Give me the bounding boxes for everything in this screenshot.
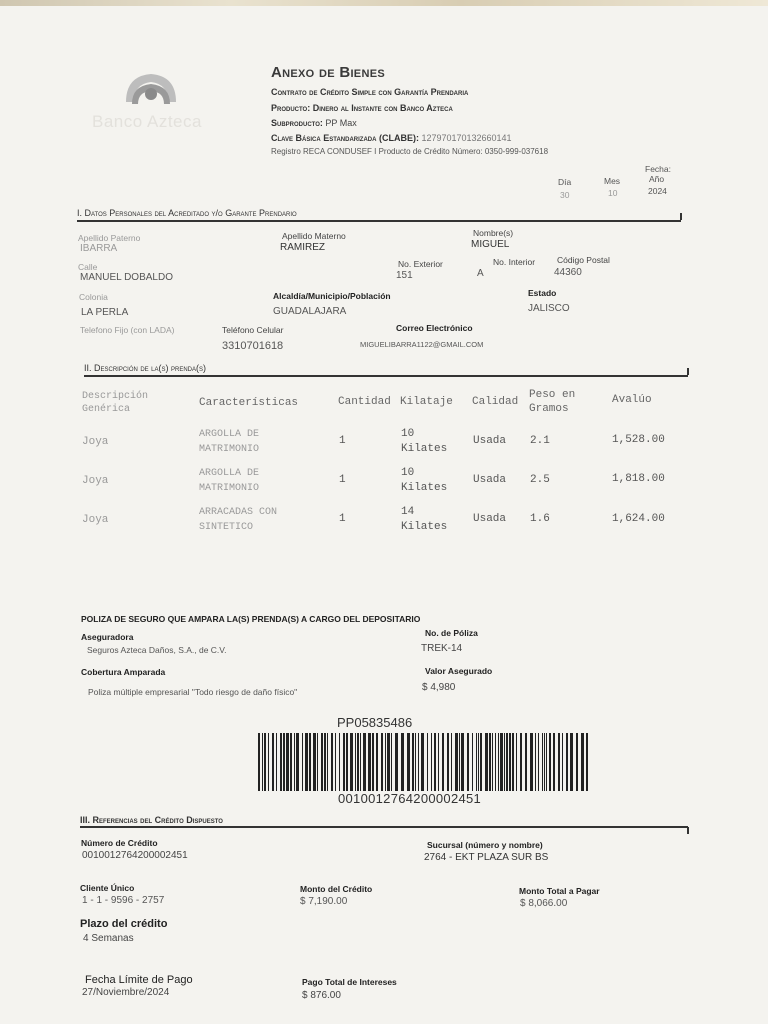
- fecha-limite-label: Fecha Límite de Pago: [85, 974, 193, 986]
- contract-type: Contrato de Crédito Simple con Garantía Prendaria: [271, 87, 469, 97]
- section-personal-rule: [77, 220, 681, 222]
- barcode-bar: [385, 733, 386, 791]
- clabe-label: Clave Básica Estandarizada (CLABE):: [271, 133, 419, 143]
- date-year: 2024: [648, 186, 667, 196]
- row1-caracteristicas-2: MATRIMONIO: [199, 444, 260, 455]
- barcode-bar: [427, 733, 428, 791]
- cobertura-value: Poliza múltiple empresarial "Todo riesgo de daño físico": [88, 687, 298, 697]
- apellido-materno-label: Apellido Materno: [282, 231, 346, 241]
- barcode-bar: [438, 733, 439, 791]
- barcode-bar: [549, 733, 551, 791]
- col-descripcion-header: Descripción Genérica: [82, 391, 149, 415]
- barcode-bar: [431, 733, 432, 791]
- barcode-bar: [395, 733, 398, 791]
- barcode-bar: [363, 733, 366, 791]
- section-referencias-title: III. Referencias del Crédito Dispuesto: [80, 815, 223, 825]
- row2-caracteristicas-2: MATRIMONIO: [199, 483, 260, 494]
- barcode-bar: [434, 733, 436, 791]
- barcode-bar: [412, 733, 414, 791]
- section-prendas-tick: [687, 368, 689, 375]
- row2-peso: 2.5: [530, 474, 550, 486]
- barcode-bar: [476, 733, 477, 791]
- barcode-bar: [335, 733, 336, 791]
- telefono-celular-value: 3310701618: [222, 340, 284, 352]
- barcode-bar: [415, 733, 416, 791]
- barcode-bar: [586, 733, 588, 791]
- correo-value: MIGUELIBARRA1122@GMAIL.COM: [360, 340, 484, 349]
- barcode-bar: [391, 733, 392, 791]
- barcode-bar: [500, 733, 503, 791]
- barcode-bar: [478, 733, 479, 791]
- estado-value: JALISCO: [528, 303, 570, 314]
- codigo-postal-value: 44360: [554, 267, 582, 278]
- numero-credito-value: 0010012764200002451: [82, 850, 188, 861]
- barcode-bar: [268, 733, 269, 791]
- row3-caracteristicas-2: SINTETICO: [199, 522, 254, 533]
- row1-caracteristicas-1: ARGOLLA DE: [199, 429, 260, 440]
- barcode-bar: [321, 733, 323, 791]
- row1-kilataje-2: Kilates: [401, 443, 448, 455]
- municipio-label: Alcaldía/Municipio/Población: [273, 291, 391, 301]
- barcode-bar: [296, 733, 299, 791]
- barcode-bar: [381, 733, 383, 791]
- municipio-value: GUADALAJARA: [273, 306, 347, 317]
- barcode-bar: [525, 733, 527, 791]
- barcode-bar: [262, 733, 263, 791]
- barcode-bar: [538, 733, 539, 791]
- cobertura-label: Cobertura Amparada: [81, 667, 166, 677]
- plazo-value: 4 Semanas: [83, 933, 134, 944]
- apellido-paterno-label: Apellido Paterno: [78, 233, 141, 243]
- barcode-bar: [317, 733, 318, 791]
- section-personal-title: I. Datos Personales del Acreditado y/o Garante Prendario: [77, 208, 297, 218]
- col-avaluo-header: Avalúo: [612, 394, 652, 406]
- barcode-bar: [489, 733, 491, 791]
- no-exterior-label: No. Exterior: [398, 259, 443, 269]
- row1-descripcion: Joya: [82, 436, 109, 448]
- barcode-bar: [562, 733, 563, 791]
- subproduct-label: Subproducto:: [271, 118, 323, 128]
- estado-label: Estado: [528, 288, 557, 298]
- date-month-label: Mes: [604, 176, 621, 186]
- barcode-bottom-code: 0010012764200002451: [338, 791, 482, 806]
- barcode-bar: [258, 733, 260, 791]
- col-calidad-header: Calidad: [472, 396, 519, 408]
- col-caracteristicas-header: Características: [199, 397, 299, 409]
- intereses-label: Pago Total de Intereses: [302, 977, 397, 987]
- barcode-bar: [368, 733, 371, 791]
- barcode-bar: [570, 733, 573, 791]
- barcode-bar: [286, 733, 289, 791]
- apellido-paterno-value: IBARRA: [80, 243, 118, 254]
- barcode-bar: [566, 733, 568, 791]
- valor-asegurado-label: Valor Asegurado: [425, 666, 493, 676]
- barcode-bar: [331, 733, 333, 791]
- page-top-edge: [0, 0, 768, 6]
- aseguradora-label: Aseguradora: [81, 632, 134, 642]
- barcode-bar: [418, 733, 419, 791]
- barcode-bar: [324, 733, 326, 791]
- col-cantidad-header: Cantidad: [338, 396, 391, 408]
- barcode-bar: [459, 733, 460, 791]
- barcode-bar: [387, 733, 390, 791]
- barcode-bar: [327, 733, 328, 791]
- barcode-bar: [339, 733, 340, 791]
- barcode-bar: [467, 733, 469, 791]
- barcode-bar: [355, 733, 356, 791]
- barcode-bar: [472, 733, 473, 791]
- date-month: 10: [608, 188, 618, 198]
- barcode-bar: [520, 733, 522, 791]
- barcode-bar: [455, 733, 458, 791]
- barcode-bar: [509, 733, 511, 791]
- barcode-bar: [451, 733, 452, 791]
- correo-label: Correo Electrónico: [396, 323, 473, 333]
- no-interior-value: A: [477, 268, 484, 279]
- barcode-bar: [407, 733, 410, 791]
- barcode-bar: [309, 733, 311, 791]
- barcode-top-code: PP05835486: [337, 715, 413, 730]
- barcode-bar: [576, 733, 578, 791]
- row1-peso: 2.1: [530, 435, 550, 447]
- row1-avaluo: 1,528.00: [612, 434, 665, 446]
- calle-label: Calle: [78, 262, 98, 272]
- aseguradora-value: Seguros Azteca Daños, S.A., de C.V.: [87, 645, 227, 655]
- telefono-fijo-label: Telefono Fijo (con LADA): [80, 325, 175, 335]
- row1-calidad: Usada: [473, 435, 507, 447]
- calle-value: MANUEL DOBALDO: [80, 272, 173, 283]
- row3-calidad: Usada: [473, 513, 507, 525]
- barcode-bar: [290, 733, 292, 791]
- section-referencias-rule: [80, 826, 688, 828]
- row3-kilataje-1: 14: [401, 506, 415, 518]
- barcode-bar: [447, 733, 449, 791]
- barcode-bar: [376, 733, 378, 791]
- plazo-label: Plazo del crédito: [80, 918, 168, 930]
- row2-kilataje-1: 10: [401, 467, 415, 479]
- barcode-bar: [283, 733, 285, 791]
- clabe-line: [271, 133, 512, 143]
- row3-peso: 1.6: [530, 513, 550, 525]
- section-referencias-tick: [687, 827, 689, 834]
- row3-avaluo: 1,624.00: [612, 513, 665, 525]
- date-day-label: Día: [558, 177, 572, 187]
- barcode-bar: [264, 733, 266, 791]
- monto-total-value: $ 8,066.00: [520, 898, 568, 909]
- barcode-bar: [485, 733, 488, 791]
- barcode-bar: [516, 733, 517, 791]
- sucursal-label: Sucursal (número y nombre): [427, 840, 543, 850]
- telefono-celular-label: Teléfono Celular: [222, 325, 284, 335]
- no-interior-label: No. Interior: [493, 257, 536, 267]
- no-poliza-value: TREK-14: [421, 643, 463, 654]
- monto-credito-label: Monto del Crédito: [300, 884, 373, 894]
- apellido-materno-value: RAMIREZ: [280, 242, 325, 253]
- cliente-unico-value: 1 - 1 - 9596 - 2757: [82, 895, 165, 906]
- row3-kilataje-2: Kilates: [401, 521, 448, 533]
- barcode-bar: [294, 733, 295, 791]
- no-poliza-label: No. de Póliza: [425, 628, 478, 638]
- barcode-bar: [558, 733, 560, 791]
- subproduct-line: [271, 118, 357, 128]
- no-exterior-value: 151: [396, 270, 413, 281]
- row1-kilataje-1: 10: [401, 428, 415, 440]
- barcode-bar: [498, 733, 499, 791]
- date-year-label: Año: [649, 174, 665, 184]
- barcode-bar: [544, 733, 545, 791]
- barcode-bar: [480, 733, 482, 791]
- barcode-bar: [542, 733, 543, 791]
- row3-cantidad: 1: [339, 513, 346, 525]
- colonia-value: LA PERLA: [81, 307, 129, 318]
- row2-caracteristicas-1: ARGOLLA DE: [199, 468, 260, 479]
- barcode-bar: [421, 733, 424, 791]
- bank-logo-text: Banco Azteca: [92, 112, 202, 131]
- barcode-bar: [512, 733, 514, 791]
- colonia-label: Colonia: [79, 292, 108, 302]
- row2-descripcion: Joya: [82, 475, 109, 487]
- barcode-icon: [258, 733, 590, 791]
- reca-registration: Registro RECA CONDUSEF I Producto de Crédito Número: 0350-999-037618: [271, 147, 549, 156]
- poliza-title: POLIZA DE SEGURO QUE AMPARA LA(S) PRENDA(S) A CARGO DEL DEPOSITARIO: [81, 614, 421, 624]
- barcode-bar: [346, 733, 348, 791]
- section-personal-tick: [680, 213, 682, 220]
- barcode-bar: [350, 733, 353, 791]
- subproduct-value: PP Max: [325, 118, 357, 128]
- clabe-value: 127970170132660141: [421, 133, 512, 143]
- row2-cantidad: 1: [339, 474, 346, 486]
- col-peso-header: Peso en Gramos: [529, 389, 576, 415]
- barcode-bar: [553, 733, 555, 791]
- barcode-bar: [343, 733, 345, 791]
- row3-caracteristicas-1: ARRACADAS CON: [199, 507, 278, 518]
- barcode-bar: [581, 733, 584, 791]
- row2-avaluo: 1,818.00: [612, 473, 665, 485]
- document-title: Anexo de Bienes: [271, 64, 385, 81]
- date-label: Fecha:: [645, 164, 671, 174]
- barcode-bar: [546, 733, 547, 791]
- barcode-bar: [504, 733, 505, 791]
- row1-cantidad: 1: [339, 435, 346, 447]
- barcode-bar: [442, 733, 444, 791]
- fecha-limite-value: 27/Noviembre/2024: [82, 987, 170, 998]
- valor-asegurado-value: $ 4,980: [422, 682, 456, 693]
- barcode-bar: [276, 733, 277, 791]
- numero-credito-label: Número de Crédito: [81, 838, 158, 848]
- nombre-label: Nombre(s): [473, 228, 514, 238]
- section-prendas-rule: [84, 375, 688, 377]
- barcode-bar: [305, 733, 308, 791]
- barcode-bar: [495, 733, 496, 791]
- row3-descripcion: Joya: [82, 514, 109, 526]
- row2-calidad: Usada: [473, 474, 507, 486]
- sucursal-value: 2764 - EKT PLAZA SUR BS: [424, 852, 549, 863]
- nombre-value: MIGUEL: [471, 239, 510, 250]
- barcode-bar: [313, 733, 316, 791]
- barcode-bar: [401, 733, 404, 791]
- barcode-bar: [461, 733, 464, 791]
- monto-credito-value: $ 7,190.00: [300, 896, 348, 907]
- barcode-bar: [535, 733, 536, 791]
- date-day: 30: [560, 190, 570, 200]
- barcode-bar: [357, 733, 359, 791]
- product-line: Producto: Dinero al Instante con Banco Azteca: [271, 103, 453, 113]
- barcode-bar: [302, 733, 303, 791]
- barcode-bar: [272, 733, 274, 791]
- section-prendas-title: II. Descripción de la(s) prenda(s): [84, 363, 207, 373]
- col-kilataje-header: Kilataje: [400, 396, 453, 408]
- barcode-bar: [360, 733, 361, 791]
- cliente-unico-label: Cliente Único: [80, 883, 135, 893]
- monto-total-label: Monto Total a Pagar: [519, 886, 600, 896]
- barcode-bar: [530, 733, 533, 791]
- barcode-bar: [372, 733, 374, 791]
- barcode-bar: [506, 733, 508, 791]
- codigo-postal-label: Código Postal: [557, 255, 610, 265]
- row2-kilataje-2: Kilates: [401, 482, 448, 494]
- barcode-bar: [280, 733, 282, 791]
- barcode-bar: [492, 733, 493, 791]
- intereses-value: $ 876.00: [302, 990, 341, 1001]
